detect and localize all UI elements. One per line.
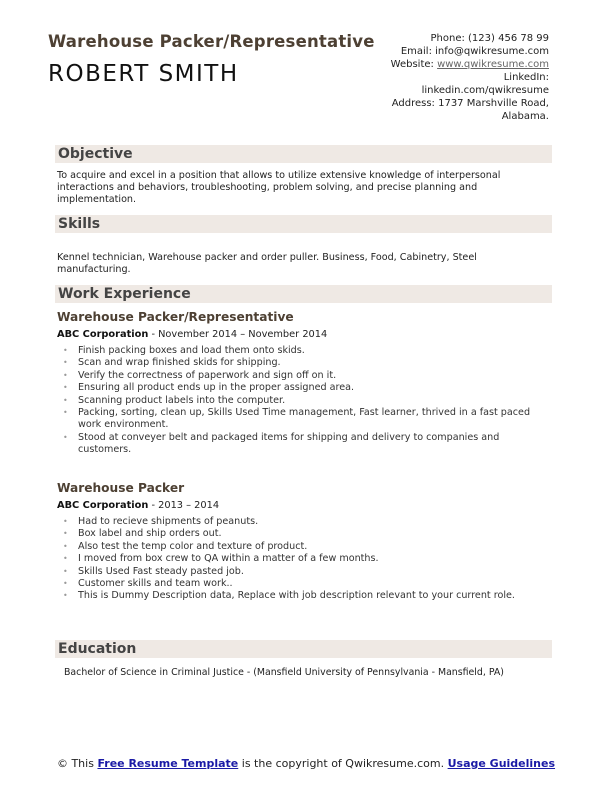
address: Address: 1737 Marshville Road, Alabama.: [391, 98, 549, 122]
footer-middle: is the copyright of Qwikresume.com.: [238, 757, 448, 770]
bullet-item: • Scan and wrap finished skids for shipping.: [57, 357, 537, 369]
experience-heading: Work Experience: [58, 286, 191, 302]
website-link[interactable]: www.qwikresume.com: [437, 59, 549, 70]
job-bullets: [57, 516, 537, 603]
email: Email: info@qwikresume.com: [400, 46, 549, 57]
skills-text: Kennel technician, Warehouse packer and order puller. Business, Food, Cabinetry, Steel manufacturing.: [57, 252, 477, 275]
bullet-item: • Box label and ship orders out.: [57, 528, 537, 540]
contact-info: [349, 32, 549, 123]
job-title: Warehouse Packer/Representative: [57, 310, 294, 324]
linkedin: linkedin.com/qwikresume: [421, 85, 549, 96]
bullet-item: • Finish packing boxes and load them onto skids.: [57, 345, 537, 357]
education-text: Bachelor of Science in Criminal Justice - (Mansfield University of Pennsylvania - Mansfield, PA): [64, 667, 504, 678]
footer-prefix: © This: [56, 757, 98, 770]
linkedin-label: LinkedIn:: [503, 72, 549, 83]
bullet-item: • Ensuring all product ends up in the proper assigned area.: [57, 382, 537, 394]
company-name: ABC Corporation: [57, 329, 149, 340]
website-row: [349, 58, 549, 71]
bullet-item: • Had to recieve shipments of peanuts.: [57, 516, 537, 528]
job-title: Warehouse Packer: [57, 481, 185, 495]
usage-guidelines-link[interactable]: Usage Guidelines: [447, 757, 556, 770]
skills-heading: Skills: [58, 216, 101, 232]
education-heading: Education: [58, 641, 137, 657]
objective-text: To acquire and excel in a position that allows to utilize extensive knowledge of interpersonal interactions and behaviors, troubleshooting, problem solving, and precise planning and implementation.: [57, 170, 501, 205]
bullet-item: • This is Dummy Description data, Replace with job description relevant to your current role.: [57, 590, 537, 602]
bullet-item: • Customer skills and team work..: [57, 578, 537, 590]
job-dates: - 2013 – 2014: [148, 500, 220, 511]
bullet-item: • Skills Used Fast steady pasted job.: [57, 566, 537, 578]
objective-heading: Objective: [58, 146, 133, 162]
job-company-line: [57, 329, 327, 340]
bullet-item: • I moved from box crew to QA within a matter of a few months.: [57, 553, 537, 565]
bullet-item: • Also test the temp color and texture of product.: [57, 541, 537, 553]
skills-heading-bar: [55, 215, 552, 233]
company-name: ABC Corporation: [57, 500, 149, 511]
free-resume-template-link[interactable]: Free Resume Template: [97, 757, 239, 770]
website-label: Website:: [390, 59, 438, 70]
bullet-item: • Packing, sorting, clean up, Skills Used Time management, Fast learner, thrived in a fast paced work environment.: [57, 407, 537, 432]
resume-title: Warehouse Packer/Representative: [48, 32, 375, 51]
bullet-item: • Verify the correctness of paperwork and sign off on it.: [57, 370, 537, 382]
bullet-item: • Scanning product labels into the computer.: [57, 395, 537, 407]
objective-heading-bar: [55, 145, 552, 163]
job-company-line: [57, 500, 219, 511]
experience-heading-bar: [55, 285, 552, 303]
job-bullets: [57, 345, 537, 457]
education-heading-bar: [55, 640, 552, 658]
bullet-item: • Stood at conveyer belt and packaged items for shipping and delivery to companies and customers.: [57, 432, 537, 457]
copyright-footer: [0, 757, 612, 770]
candidate-name: ROBERT SMITH: [48, 61, 239, 87]
job-dates: - November 2014 – November 2014: [148, 329, 328, 340]
phone: Phone: (123) 456 78 99: [430, 33, 549, 44]
